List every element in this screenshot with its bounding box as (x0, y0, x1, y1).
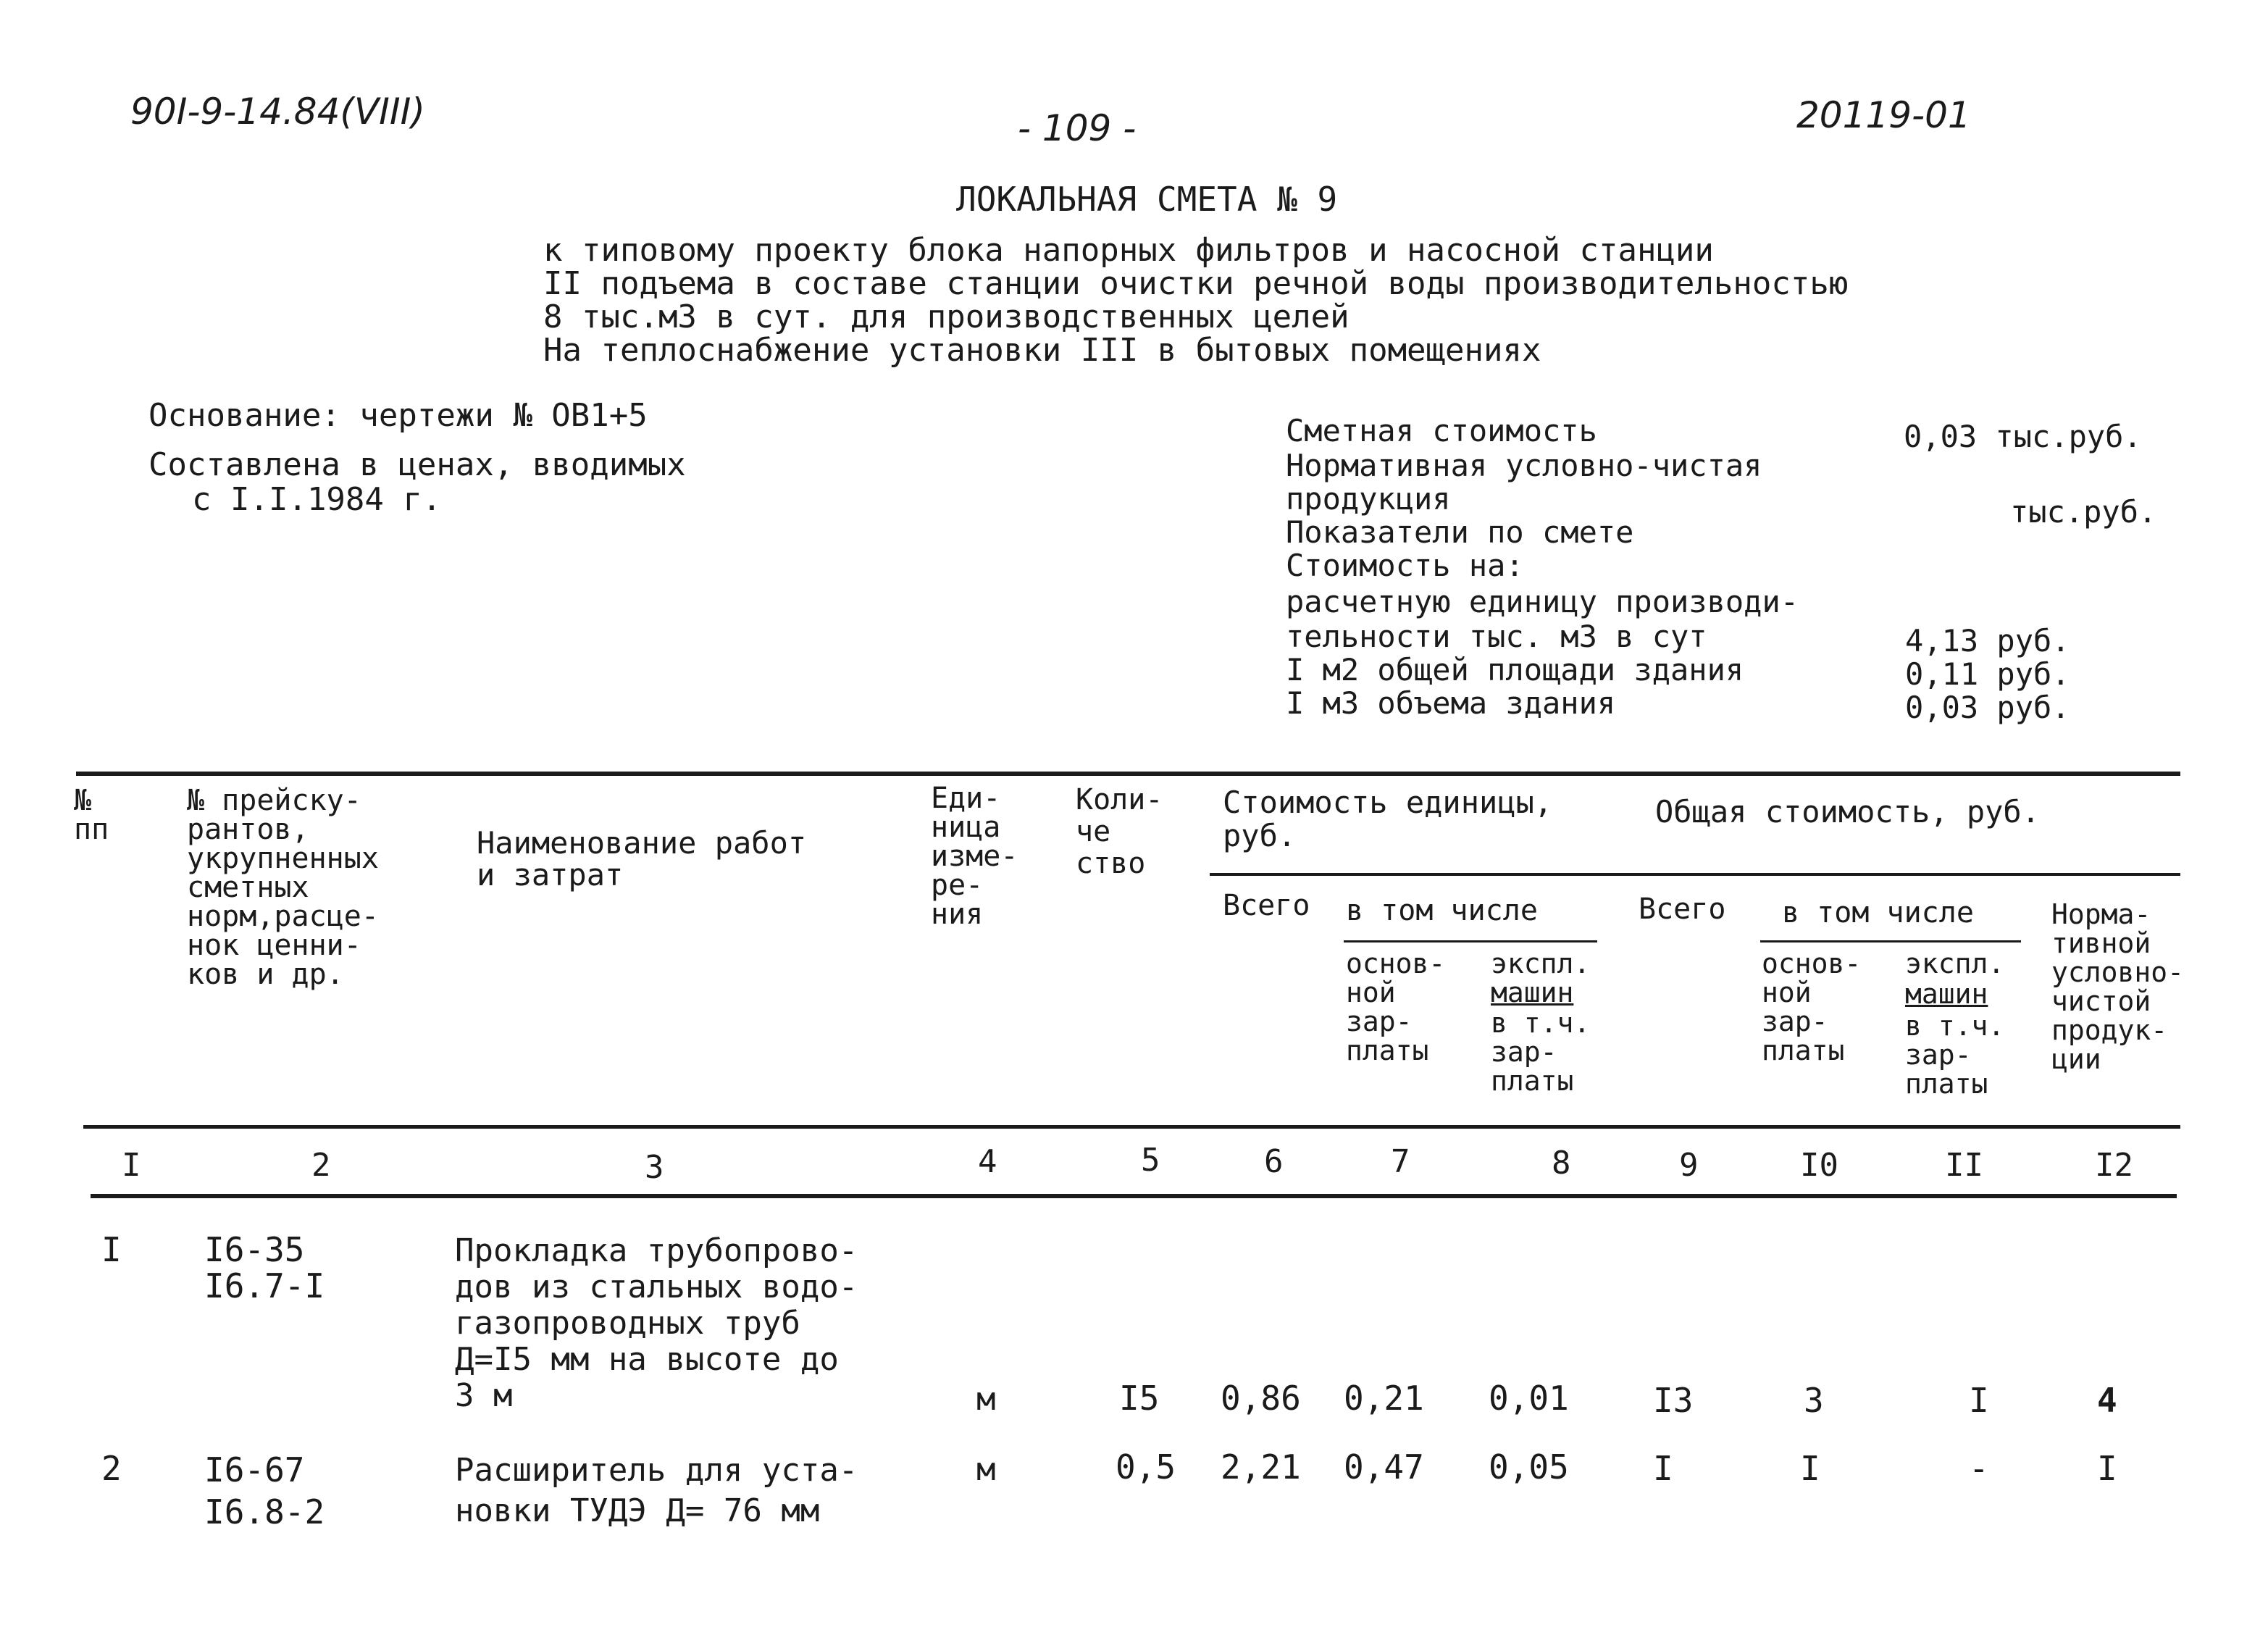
row-1-unit-total: 0,86 (1221, 1379, 1301, 1418)
row-1-codes: I6-35 I6.7-I (204, 1230, 325, 1305)
column-number: 7 (1391, 1143, 1410, 1180)
document-code: 90I-9-14.84(VIII) (130, 91, 425, 133)
unit-cost-group-header: Стоимость единицы, руб. (1223, 785, 1553, 853)
subtitle-line-4: На теплоснабжение установки III в бытовых помещениях (543, 332, 1541, 369)
row-2-unit-wage: 0,47 (1344, 1447, 1424, 1487)
table-top-rule (76, 772, 2180, 776)
basis-text: Основание: чертежи № ОВ1+5 (148, 397, 648, 434)
column-number: 2 (311, 1147, 331, 1184)
row-1-unit: м (976, 1381, 996, 1418)
prices-text-2: с I.I.1984 г. (192, 481, 442, 518)
col-header-normative: Норма- тивной условно- чистой продук- ции (2051, 898, 2185, 1075)
col-header-num: № пп (74, 784, 109, 846)
row-2-unit-total: 2,21 (1221, 1447, 1301, 1487)
cost-for-label: Стоимость на: (1286, 548, 1524, 583)
col-header-unit-mach-2: машин (1491, 977, 1574, 1008)
column-number: I0 (1800, 1147, 1838, 1184)
normative-label-2: продукция (1286, 481, 1451, 517)
row-2-codes: I6-67 I6.8-2 (204, 1450, 325, 1531)
column-number: 3 (645, 1149, 664, 1186)
col-header-unit-mach-1: экспл. (1491, 948, 1591, 979)
col-header-total-wage: основ- ной зар- платы (1762, 948, 1862, 1066)
row-1-total-wage: 3 (1804, 1381, 1824, 1420)
row-2-qty: 0,5 (1116, 1447, 1176, 1487)
column-number: 9 (1679, 1147, 1699, 1184)
area-cost-label: I м2 общей площади здания (1286, 652, 1744, 687)
row-1-unit-wage: 0,21 (1344, 1379, 1424, 1418)
area-cost-value: 0,11 руб. (1905, 656, 2070, 692)
header-group-rule (1210, 873, 2180, 876)
sheet-code: 20119-01 (1796, 94, 1971, 136)
row-2-total-mach: - (1969, 1449, 1989, 1488)
unit-cost-value: 4,13 руб. (1905, 623, 2070, 659)
row-2-total: I (1653, 1449, 1673, 1488)
prices-text-1: Составлена в ценах, вводимых (148, 446, 686, 483)
col-header-total: Всего (1639, 893, 1726, 926)
row-1-unit-mach: 0,01 (1489, 1379, 1569, 1418)
col-header-name: Наименование работ и затрат (477, 825, 807, 893)
row-2-num: 2 (101, 1449, 122, 1488)
row-2-normative: I (2097, 1449, 2117, 1488)
subtitle-line-1: к типовому проекту блока напорных фильтров и насосной станции (543, 232, 1714, 269)
col-header-qty: Коли- че ство (1076, 783, 1163, 880)
col-header-unit-wage: основ- ной зар- платы (1346, 948, 1446, 1066)
col-header-codes: № прейску- рантов, укрупненных сметных норм,расце- нок ценни- ков и др. (187, 784, 379, 991)
row-1-qty: I5 (1119, 1379, 1160, 1418)
row-1-normative: 4 (2097, 1381, 2117, 1420)
normative-value: тыс.руб. (2010, 494, 2157, 530)
column-number: I (122, 1147, 141, 1184)
unit-cost-label-1: расчетную единицу производи- (1286, 584, 1799, 619)
total-cost-group-header: Общая стоимость, руб. (1655, 794, 2041, 829)
row-1-total: I3 (1653, 1381, 1694, 1420)
col-header-unit-mach-3: в т.ч. зар- платы (1491, 1007, 1591, 1097)
estimate-cost-label: Сметная стоимость (1286, 413, 1597, 448)
row-2-unit-mach: 0,05 (1489, 1447, 1569, 1487)
column-number: 6 (1264, 1143, 1284, 1180)
numbers-bottom-rule (91, 1194, 2177, 1198)
col-header-total-mach-2: машин (1905, 978, 1988, 1010)
row-1-num: I (101, 1230, 122, 1269)
row-1-name: Прокладка трубопрово- дов из стальных водо- газопроводных труб Д=I5 мм на высоте до 3 м (455, 1232, 858, 1414)
col-header-unit: Еди- ница изме- ре- ния (931, 782, 1018, 931)
row-2-total-wage: I (1800, 1449, 1820, 1488)
column-number: II (1945, 1147, 1983, 1184)
indicators-label: Показатели по смете (1286, 514, 1634, 550)
col-header-total-mach-3: в т.ч. зар- платы (1905, 1010, 2005, 1100)
row-2-name: Расширитель для уста- новки ТУДЭ Д= 76 мм (455, 1452, 858, 1529)
col-header-total-mach-1: экспл. (1905, 948, 2005, 979)
normative-label-1: Нормативная условно-чистая (1286, 448, 1762, 483)
page-title: ЛОКАЛЬНАЯ СМЕТА № 9 (956, 180, 1338, 219)
subgroup-rule-a (1344, 940, 1597, 942)
column-number: 5 (1141, 1142, 1160, 1179)
column-number: 4 (978, 1143, 997, 1180)
incl-header-b: в том числе (1782, 896, 1974, 929)
subtitle-line-2: II подъема в составе станции очистки речной воды производительностью (543, 265, 1849, 302)
unit-cost-label-2: тельности тыс. м3 в сут (1286, 619, 1707, 654)
subtitle-line-3: 8 тыс.м3 в сут. для производственных целей (543, 298, 1349, 335)
subgroup-rule-b (1760, 940, 2021, 942)
header-bottom-rule (83, 1125, 2180, 1129)
col-header-unit-total: Всего (1223, 889, 1310, 922)
column-number: 8 (1552, 1145, 1571, 1182)
column-number: I2 (2095, 1147, 2133, 1184)
incl-header-a: в том числе (1346, 894, 1538, 927)
page-number: - 109 - (1018, 107, 1137, 149)
volume-cost-label: I м3 объема здания (1286, 685, 1616, 721)
volume-cost-value: 0,03 руб. (1905, 690, 2070, 725)
estimate-cost-value: 0,03 тыс.руб. (1904, 419, 2142, 454)
row-2-unit: м (976, 1451, 996, 1488)
row-1-total-mach: I (1969, 1381, 1989, 1420)
